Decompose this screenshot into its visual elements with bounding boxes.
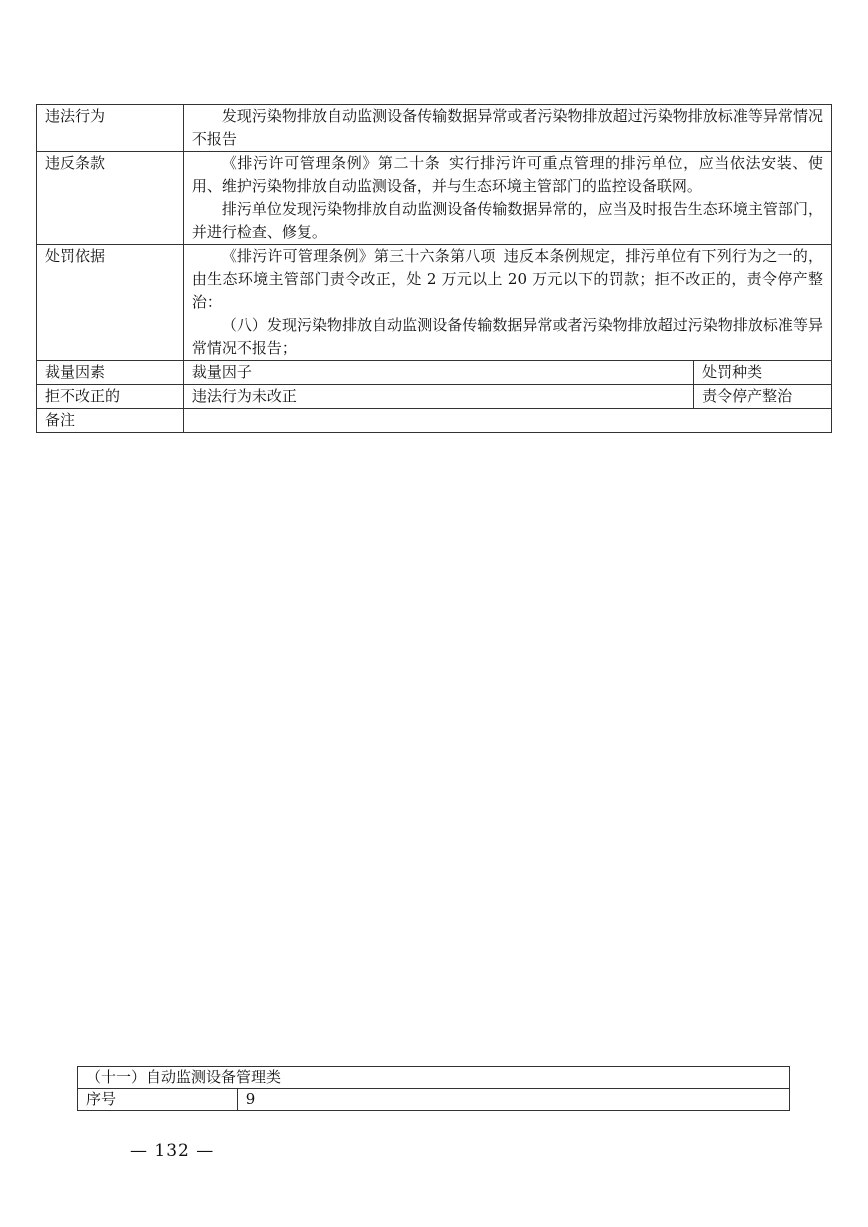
refuse-factor: 违法行为未改正 (183, 385, 693, 409)
category-header-row (78, 1067, 790, 1089)
serial-label: 序号 (78, 1089, 238, 1111)
label-basis: 处罚依据 (37, 245, 184, 361)
label-violation: 违法行为 (37, 105, 184, 152)
remark-value (183, 409, 831, 433)
table-row-clause (37, 152, 832, 245)
clause-paragraph-1 (192, 152, 823, 198)
basis-citation: 《排污许可管理条例》第三十六条第八项 (221, 247, 496, 265)
cell-violation (183, 105, 831, 152)
table-row-refuse (37, 385, 832, 409)
category-header: （十一）自动监测设备管理类 (78, 1067, 790, 1089)
cell-basis (183, 245, 831, 361)
table-row-factor (37, 361, 832, 385)
clause-citation: 《排污许可管理条例》第二十条 (221, 154, 441, 172)
violation-text: 发现污染物排放自动监测设备传输数据异常或者污染物排放超过污染物排放标准等异常情况不报告 (191, 107, 823, 148)
refuse-penalty: 责令停产整治 (694, 385, 832, 409)
label-clause: 违反条款 (37, 152, 184, 245)
clause-body: 实行排污许可重点管理的排污单位，应当依法安装、使用、维护污染物排放自动监测设备，并与生态环境主管部门的监控设备联网。 (191, 154, 823, 195)
page-number: — 132 — (130, 1141, 215, 1161)
label-refuse: 拒不改正的 (37, 385, 184, 409)
factor-header: 裁量因子 (183, 361, 693, 385)
table-row-violation (37, 105, 832, 152)
serial-row (78, 1089, 790, 1111)
cell-clause (183, 152, 831, 245)
label-factor: 裁量因素 (37, 361, 184, 385)
basis-paragraph-2: （八）发现污染物排放自动监测设备传输数据异常或者污染物排放超过污染物排放标准等异常情况不报告； (191, 316, 823, 357)
table-row-basis (37, 245, 832, 361)
label-remark: 备注 (37, 409, 184, 433)
penalty-type-header: 处罚种类 (694, 361, 832, 385)
serial-value: 9 (237, 1089, 789, 1111)
basis-paragraph-1 (192, 245, 823, 314)
category-table (77, 1066, 790, 1111)
basis-body: 违反本条例规定，排污单位有下列行为之一的，由生态环境主管部门责令改正，处 2 万元以上 20 万元以下的罚款；拒不改正的，责令停产整治： (191, 247, 823, 311)
clause-paragraph-2: 排污单位发现污染物排放自动监测设备传输数据异常的，应当及时报告生态环境主管部门，并进行检查、修复。 (191, 200, 823, 241)
penalty-table (36, 104, 832, 433)
table-row-remark (37, 409, 832, 433)
